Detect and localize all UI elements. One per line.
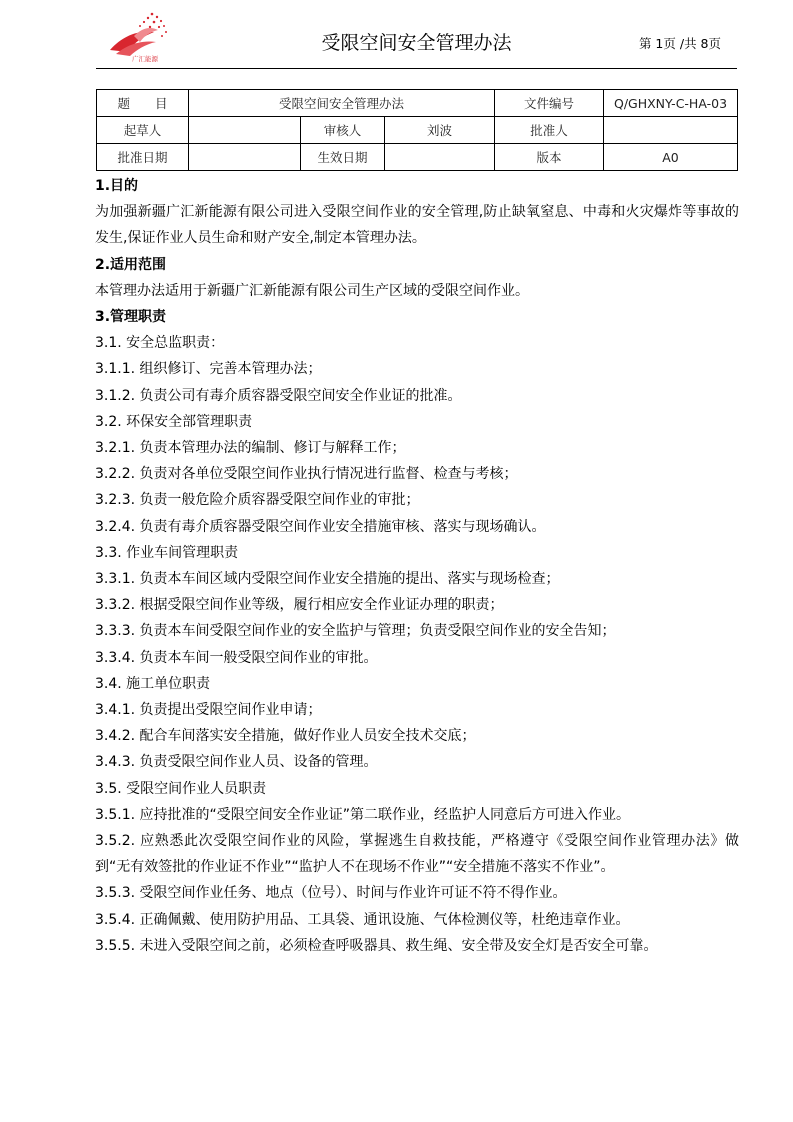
list-item: 3.5.5. 未进入受限空间之前，必须检查呼吸器具、救生绳、安全带及安全灯是否安全可靠。 — [95, 937, 658, 954]
list-item: 3.2.2. 负责对各单位受限空间作业执行情况进行监督、检查与考核； — [95, 466, 518, 483]
version-value: A0 — [604, 144, 738, 171]
list-item: 3.5.3. 受限空间作业任务、地点（位号）、时间与作业许可证不符不得作业。 — [95, 885, 567, 902]
list-item: 3.3.2. 根据受限空间作业等级，履行相应安全作业证办理的职责； — [95, 597, 504, 614]
table-row — [97, 90, 738, 117]
paragraph: 为加强新疆广汇新能源有限公司进入受限空间作业的安全管理,防止缺氧窒息、中毒和火灾爆炸等事故的发生,保证作业人员生命和财产安全,制定本管理办法。 — [95, 204, 739, 247]
list-item: 3.5.1. 应持批准的“受限空间安全作业证”第二联作业，经监护人同意后方可进入作业。 — [95, 806, 631, 823]
list-item: 3.1. 安全总监职责： — [95, 335, 225, 352]
list-item: 3.4.2. 配合车间落实安全措施，做好作业人员安全技术交底； — [95, 728, 476, 745]
label-doc-number: 文件编号 — [495, 90, 604, 117]
approve-date-value — [189, 144, 301, 171]
section-heading: 3.管理职责 — [95, 309, 167, 326]
label-topic: 题 目 — [97, 90, 189, 117]
topic-value: 受限空间安全管理办法 — [189, 90, 495, 117]
list-item: 3.3.1. 负责本车间区域内受限空间作业安全措施的提出、落实与现场检查； — [95, 571, 560, 588]
document-body — [95, 173, 739, 959]
list-item: 3.5.4. 正确佩戴、使用防护用品、工具袋、通讯设施、气体检测仪等，杜绝违章作业。 — [95, 911, 630, 928]
document-title: 受限空间安全管理办法 — [321, 32, 512, 54]
list-item: 3.4. 施工单位职责 — [95, 675, 211, 692]
list-item: 3.4.3. 负责受限空间作业人员、设备的管理。 — [95, 754, 378, 771]
list-item: 3.2.4. 负责有毒介质容器受限空间作业安全措施审核、落实与现场确认。 — [95, 518, 546, 535]
drafter-value — [189, 117, 301, 144]
list-item: 3.1.1. 组织修订、完善本管理办法； — [95, 361, 322, 378]
reviewer-value: 刘波 — [385, 117, 495, 144]
document-info-table — [96, 89, 738, 171]
label-effective-date: 生效日期 — [301, 144, 385, 171]
list-item: 3.4.1. 负责提出受限空间作业申请； — [95, 702, 322, 719]
list-item: 3.3.3. 负责本车间受限空间作业的安全监护与管理；负责受限空间作业的安全告知； — [95, 623, 616, 640]
list-item: 3.3. 作业车间管理职责 — [95, 544, 239, 561]
logo-text: 广汇能源 — [132, 55, 158, 63]
section-heading: 2.适用范围 — [95, 256, 167, 273]
list-item: 3.3.4. 负责本车间一般受限空间作业的审批。 — [95, 649, 378, 666]
list-item: 3.2.1. 负责本管理办法的编制、修订与解释工作； — [95, 440, 406, 457]
list-item: 3.2. 环保安全部管理职责 — [95, 413, 253, 430]
label-approver: 批准人 — [495, 117, 604, 144]
section-heading: 1.目的 — [95, 178, 139, 194]
page-header — [96, 8, 737, 69]
label-reviewer: 审核人 — [301, 117, 385, 144]
list-item: 3.5.2. 应熟悉此次受限空间作业的风险，掌握逃生自救技能，严格遵守《受限空间作业管理办法》做到“无有效签批的作业证不作业”“监护人不在现场不作业”“安全措施不落实不作业”。 — [95, 833, 739, 876]
label-version: 版本 — [495, 144, 604, 171]
approver-value — [604, 117, 738, 144]
table-row — [97, 117, 738, 144]
label-approve-date: 批准日期 — [97, 144, 189, 171]
label-drafter: 起草人 — [97, 117, 189, 144]
table-row — [97, 144, 738, 171]
paragraph: 本管理办法适用于新疆广汇新能源有限公司生产区域的受限空间作业。 — [95, 282, 529, 299]
list-item: 3.1.2. 负责公司有毒介质容器受限空间安全作业证的批准。 — [95, 387, 462, 404]
page-number: 第 1页 /共 8页 — [638, 36, 721, 51]
list-item: 3.5. 受限空间作业人员职责 — [95, 780, 267, 797]
effective-date-value — [385, 144, 495, 171]
doc-number-value: Q/GHXNY-C-HA-03 — [604, 90, 738, 117]
list-item: 3.2.3. 负责一般危险介质容器受限空间作业的审批； — [95, 492, 420, 509]
